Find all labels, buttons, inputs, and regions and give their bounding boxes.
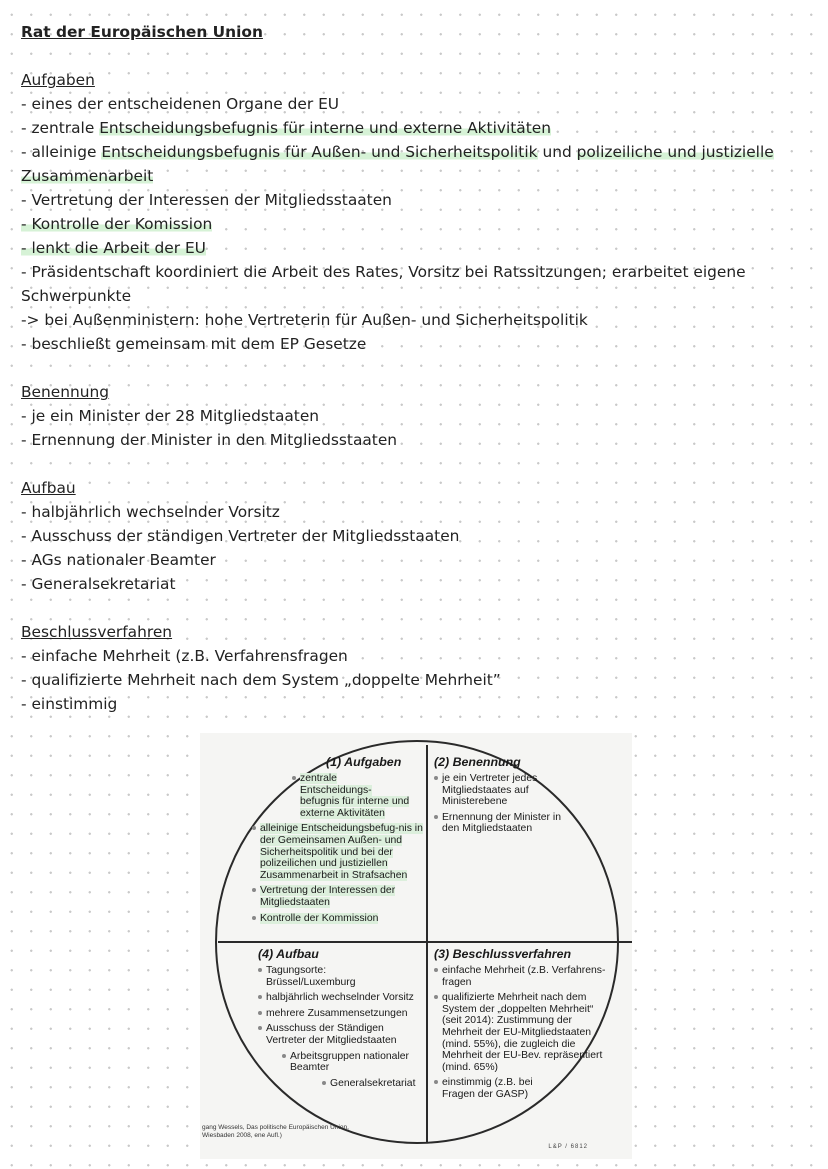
section-aufgaben xyxy=(21,68,811,356)
figure-bullet: qualifizierte Mehrheit nach dem System der „doppelten Mehrheit“ (seit 2014): Zustimmung der Mehrheit der EU-Mitgliedstaaten (mind. 55%), die zugleich die Mehrheit der EU-Bev. repräsentiert (mind. 65%) xyxy=(434,992,612,1073)
aufgaben-line-6 xyxy=(21,236,811,260)
heading-aufbau: Aufbau xyxy=(21,479,76,497)
figure-bullet: halbjährlich wechselnder Vorsitz xyxy=(258,992,432,1004)
figure-bullet xyxy=(252,823,428,881)
quadrant-title: (3) Beschlussverfahren xyxy=(434,947,572,961)
council-diagram-image xyxy=(200,733,632,1159)
aufbau-line-4: - Generalsekretariat xyxy=(21,575,176,593)
highlight: polizeiliche und justizielle Zusammenarbeit xyxy=(21,143,774,185)
figure-bullet: Ausschuss der Ständigen Vertreter der Mitgliedstaaten xyxy=(258,1023,416,1046)
aufgaben-line-1: - eines der entscheidenen Organe der EU xyxy=(21,95,340,113)
quadrant-title: (2) Benennung xyxy=(434,755,521,769)
highlight: Entscheidungsbefugnis für interne und externe Aktivitäten xyxy=(99,119,551,137)
text: und xyxy=(537,143,577,161)
heading-benennung: Benennung xyxy=(21,383,110,401)
figure-bullet-text: Vertretung der Interessen der Mitgliedstaaten xyxy=(260,885,396,908)
section-benennung xyxy=(21,380,811,452)
aufgaben-line-8: -> bei Außenministern: hohe Vertreterin für Außen- und Sicherheitspolitik xyxy=(21,311,588,329)
figure-bullet-text: Kontrolle der Kommission xyxy=(260,912,379,924)
beschluss-line-2: - qualifizierte Mehrheit nach dem System „doppelte Mehrheit” xyxy=(21,671,501,689)
quadrant-aufbau xyxy=(258,947,426,1093)
aufgaben-line-2 xyxy=(21,116,811,140)
benennung-line-2: - Ernennung der Minister in den Mitgliedsstaaten xyxy=(21,431,398,449)
text: - alleinige xyxy=(21,143,102,161)
aufgaben-line-3 xyxy=(21,140,811,188)
quadrant-aufgaben xyxy=(252,755,426,928)
figure-bullet-text: alleinige Entscheidungsbefug-nis in der Gemeinsamen Außen- und Sicherheitspolitik und bei der polizeilichen und justiziellen Zusammenarbeit in Strafsachen xyxy=(260,823,423,881)
highlight: - lenkt die Arbeit der EU xyxy=(21,239,206,257)
text: - zentrale xyxy=(21,119,100,137)
section-beschlussverfahren xyxy=(21,620,811,716)
aufgaben-line-7: - Präsidentschaft koordiniert die Arbeit des Rates, Vorsitz bei Ratssitzungen; erarbeitet eigene Schwerpunkte xyxy=(21,263,746,305)
beschluss-line-1: - einfache Mehrheit (z.B. Verfahrensfragen xyxy=(21,647,348,665)
figure-bullet: Arbeitsgruppen nationaler Beamter xyxy=(282,1051,420,1074)
figure-bullet xyxy=(292,773,410,819)
quadrant-benennung xyxy=(434,755,584,839)
figure-bullet: je ein Vertreter jedes Mitgliedstaates auf Ministerebene xyxy=(434,773,560,808)
figure-bullet xyxy=(252,885,420,908)
benennung-line-1: - je ein Minister der 28 Mitgliedstaaten xyxy=(21,407,320,425)
highlight: Entscheidungsbefugnis für Außen- und Sicherheitspolitik xyxy=(101,143,538,161)
aufgaben-line-4: - Vertretung der Interessen der Mitgliedsstaaten xyxy=(21,191,392,209)
figure-bullet: Ernennung der Minister in den Mitgliedstaaten xyxy=(434,812,566,835)
page-title: Rat der Europäischen Union xyxy=(21,23,263,41)
figure-bullet: einstimmig (z.B. bei Fragen der GASP) xyxy=(434,1077,542,1100)
quadrant-beschlussverfahren xyxy=(434,947,624,1105)
aufbau-line-2: - Ausschuss der ständigen Vertreter der Mitgliedsstaaten xyxy=(21,527,460,545)
figure-bullet: Tagungsorte: Brüssel/Luxemburg xyxy=(258,965,366,988)
figure-bullet xyxy=(252,913,420,925)
quadrant-title: (1) Aufgaben xyxy=(326,755,402,769)
figure-mark: L&P / 6812 xyxy=(548,1144,588,1150)
aufgaben-line-9: - beschließt gemeinsam mit dem EP Gesetze xyxy=(21,335,367,353)
figure-source: gang Wessels, Das politische Europäischen Union, Wiesbaden 2008, ene Aufl.) xyxy=(202,1124,349,1139)
quadrant-title: (4) Aufbau xyxy=(258,947,319,961)
figure-bullet: mehrere Zusammensetzungen xyxy=(258,1008,432,1020)
aufbau-line-3: - AGs nationaler Beamter xyxy=(21,551,216,569)
highlight: - Kontrolle der Komission xyxy=(21,215,213,233)
figure-bullet: Generalsekretariat xyxy=(322,1078,430,1090)
note-page xyxy=(21,20,811,740)
figure-bullet: einfache Mehrheit (z.B. Verfahrens-fragen xyxy=(434,965,622,988)
heading-beschlussverfahren: Beschlussverfahren xyxy=(21,623,173,641)
section-aufbau xyxy=(21,476,811,596)
beschluss-line-3: - einstimmig xyxy=(21,695,118,713)
figure-bullet-text: zentrale Entscheidungs-befugnis für interne und externe Aktivitäten xyxy=(300,773,410,819)
aufgaben-line-5 xyxy=(21,212,811,236)
heading-aufgaben: Aufgaben xyxy=(21,71,95,89)
aufbau-line-1: - halbjährlich wechselnder Vorsitz xyxy=(21,503,280,521)
